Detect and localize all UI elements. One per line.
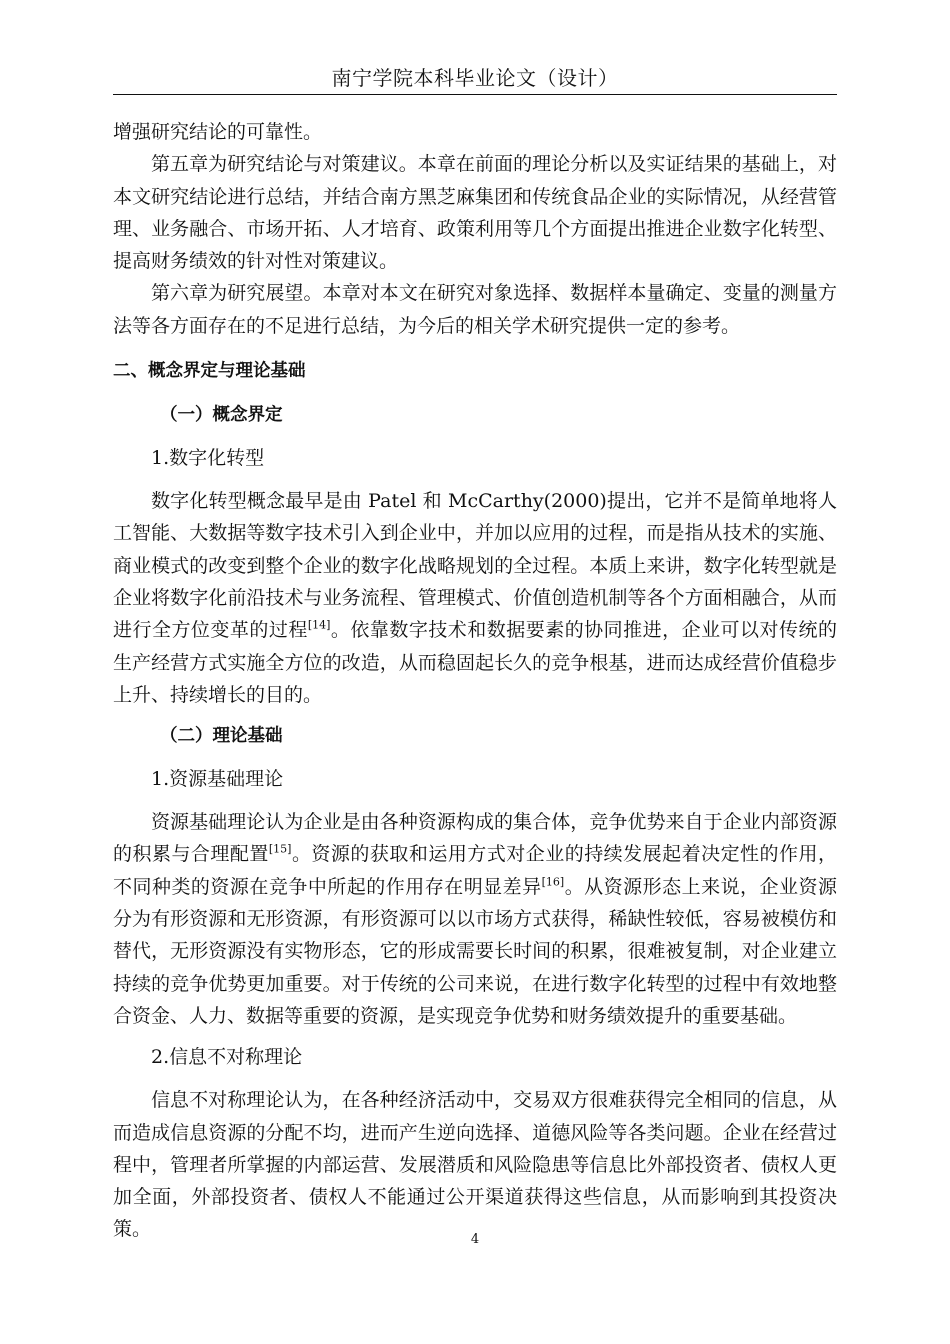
paragraph-continuation: 增强研究结论的可靠性。 <box>113 121 323 143</box>
text-run: 资源基础理论认为企业是由各种资源构成的集合体，竞争优势来自于企业内部资源的积累与合理配置 <box>113 811 837 866</box>
subsection-heading-definitions: （一）概念界定 <box>160 405 283 426</box>
header-title: 南宁学院本科毕业论文（设计） <box>331 66 619 90</box>
text-run: 。从资源形态上来说，企业资源分为有形资源和无形资源，有形资源可以以市场方式获得，稀缺性较低，容易被模仿和替代，无形资源没有实物形态，它的形成需要长时间的积累，很难被复制，对企业建立持续的竞争优势更加重要。对于传统的公司来说，在进行数字化转型的过程中有效地整合资金、人力、数据等重要的资源，是实现竞争优势和财务绩效提升的重要基础。 <box>113 875 837 1027</box>
section-heading: 二、概念界定与理论基础 <box>113 361 306 382</box>
text-run: 。依靠数字技术和数据要素的协同推进，企业可以对传统的生产经营方式实施全方位的改造，从而稳固起长久的竞争根基，进而达成经营价值稳步上升、持续增长的目的。 <box>113 619 837 706</box>
subsection-heading-theory: （二）理论基础 <box>160 726 283 747</box>
item-heading-digital-transformation: 1.数字化转型 <box>151 447 265 470</box>
page-header <box>113 64 837 95</box>
citation-ref: [14] <box>307 618 331 632</box>
paragraph-chapter-six: 第六章为研究展望。本章对本文在研究对象选择、数据样本量确定、变量的测量方法等各方面存在的不足进行总结，为今后的相关学术研究提供一定的参考。 <box>113 282 837 337</box>
paragraph-resource-based-theory <box>113 806 837 1032</box>
page-number: 4 <box>470 1232 480 1247</box>
item-heading-information-asymmetry: 2.信息不对称理论 <box>151 1046 303 1069</box>
document-body <box>113 116 837 1246</box>
item-heading-resource-based: 1.资源基础理论 <box>151 768 284 791</box>
paragraph-information-asymmetry: 信息不对称理论认为，在各种经济活动中，交易双方很难获得完全相同的信息，从而造成信息资源的分配不均，进而产生逆向选择、道德风险等各类问题。企业在经营过程中，管理者所掌握的内部运营、发展潜质和风险隐患等信息比外部投资者、债权人更加全面，外部投资者、债权人不能通过公开渠道获得这些信息，从而影响到其投资决策。 <box>113 1089 837 1241</box>
citation-ref: [15] <box>268 843 292 857</box>
text-run: 数字化转型概念最早是由 Patel 和 McCarthy(2000)提出，它并不是简单地将人工智能、大数据等数字技术引入到企业中，并加以应用的过程，而是指从技术的实施、商业模式的改变到整个企业的数字化战略规划的全过程。本质上来讲，数字化转型就是企业将数字化前沿技术与业务流程、管理模式、价值创造机制等各个方面相融合，从而进行全方位变革的过程 <box>113 490 837 642</box>
paragraph-chapter-five: 第五章为研究结论与对策建议。本章在前面的理论分析以及实证结果的基础上，对本文研究结论进行总结，并结合南方黑芝麻集团和传统食品企业的实际情况，从经营管理、业务融合、市场开拓、人才培育、政策利用等几个方面提出推进企业数字化转型、提高财务绩效的针对性对策建议。 <box>113 153 837 273</box>
citation-ref: [16] <box>541 875 565 889</box>
text-run: 。资源的获取和运用方式对企业的持续发展起着决定性的作用，不同种类的资源在竞争中所起的作用存在明显差异 <box>113 843 837 898</box>
paragraph-digital-transformation <box>113 485 837 711</box>
